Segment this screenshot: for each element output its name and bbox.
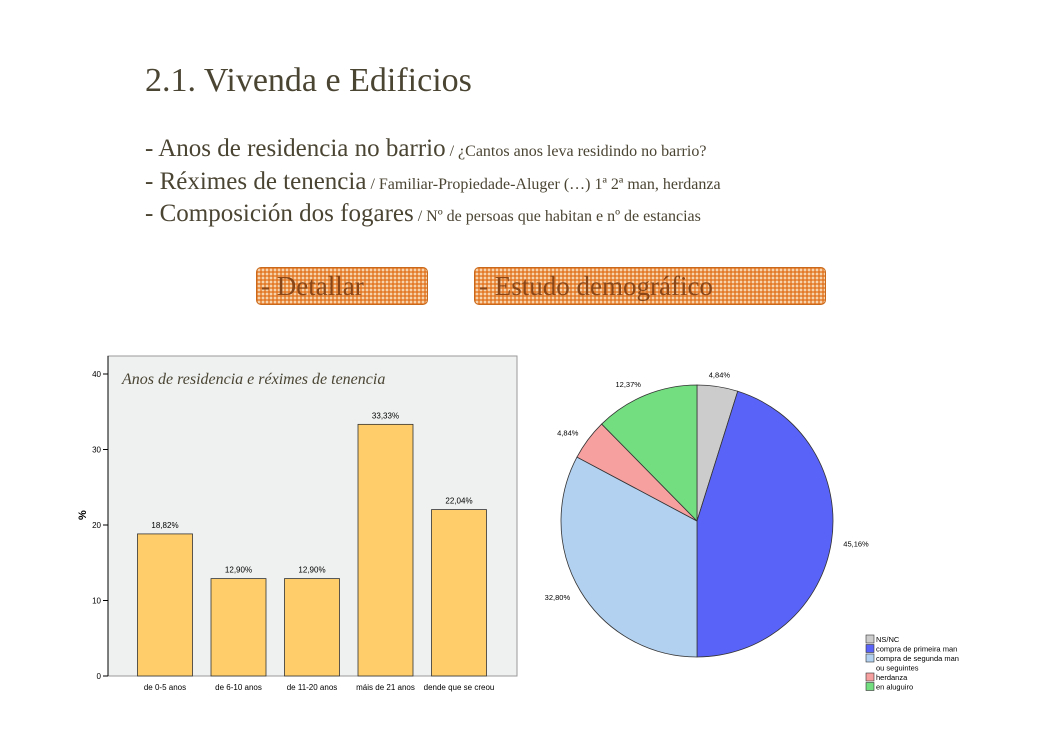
y-tick-label: 40 (92, 370, 101, 379)
bullet-main: - Réximes de tenencia (145, 168, 367, 195)
bullet-main: - Composición dos fogares (145, 200, 414, 227)
pie-value-label: 12,37% (615, 380, 641, 390)
legend-swatch (866, 645, 874, 653)
y-tick-label: 0 (96, 672, 101, 681)
y-tick-label: 20 (92, 521, 101, 530)
bullet-reximes-tenencia (145, 168, 721, 196)
bar-value-label: 12,90% (298, 565, 326, 575)
pie-value-label: 4,84% (708, 370, 731, 380)
bar (211, 579, 266, 676)
bar (358, 424, 413, 676)
legend-label: herdanza (876, 673, 908, 682)
legend-swatch (866, 683, 874, 691)
bar-value-label: 12,90% (224, 565, 253, 575)
pie-legend (866, 635, 959, 692)
pie-value-label: 4,84% (557, 428, 579, 438)
bullet-anos-residencia (145, 135, 706, 163)
y-tick-label: 30 (92, 445, 101, 455)
detallar-button[interactable]: - Detallar (256, 267, 428, 305)
bullet-sub: / Familiar-Propiedade-Aluger (…) 1ª 2ª man, herdanza (370, 176, 721, 193)
legend-label: NS/NC (876, 635, 900, 644)
y-axis-label: % (77, 510, 89, 520)
legend-swatch (866, 673, 874, 681)
bar-value-label: 18,82% (151, 520, 179, 530)
x-tick-label: de 11-20 anos (286, 683, 338, 692)
bar-value-label: 33,33% (371, 411, 400, 421)
legend-swatch (866, 635, 874, 643)
bullet-sub: / Nº de persoas que habitan e nº de estancias (417, 208, 701, 225)
x-tick-label: dende que se creou (423, 683, 495, 692)
pie-chart (540, 370, 980, 710)
legend-label: compra de primeira man (876, 644, 958, 654)
page-title: 2.1. Vivenda e Edificios (145, 62, 472, 99)
legend-swatch (866, 654, 874, 662)
chart-title: Anos de residencia e réximes de tenencia (122, 371, 386, 388)
x-tick-label: de 6-10 anos (215, 683, 262, 692)
y-tick-label: 10 (92, 596, 101, 606)
bullet-main: - Anos de residencia no barrio (145, 135, 446, 162)
x-tick-label: de 0-5 anos (143, 683, 187, 692)
legend-label: compra de segunda man (876, 654, 959, 663)
pie-value-label: 45,16% (843, 539, 869, 549)
estudo-demografico-button[interactable]: - Estudo demográfico (474, 267, 826, 305)
bar (138, 534, 193, 676)
bar-chart (70, 350, 530, 700)
bar (285, 579, 340, 676)
bullet-composicion-fogares (145, 200, 701, 228)
pie-value-label: 32,80% (544, 593, 571, 603)
bullet-sub: / ¿Cantos anos leva residindo no barrio? (449, 143, 707, 160)
bar-value-label: 22,04% (445, 496, 473, 506)
bar (432, 510, 487, 676)
legend-label: ou seguintes (876, 663, 919, 673)
legend-label: en aluguiro (876, 682, 914, 692)
x-tick-label: máis de 21 anos (356, 683, 415, 692)
